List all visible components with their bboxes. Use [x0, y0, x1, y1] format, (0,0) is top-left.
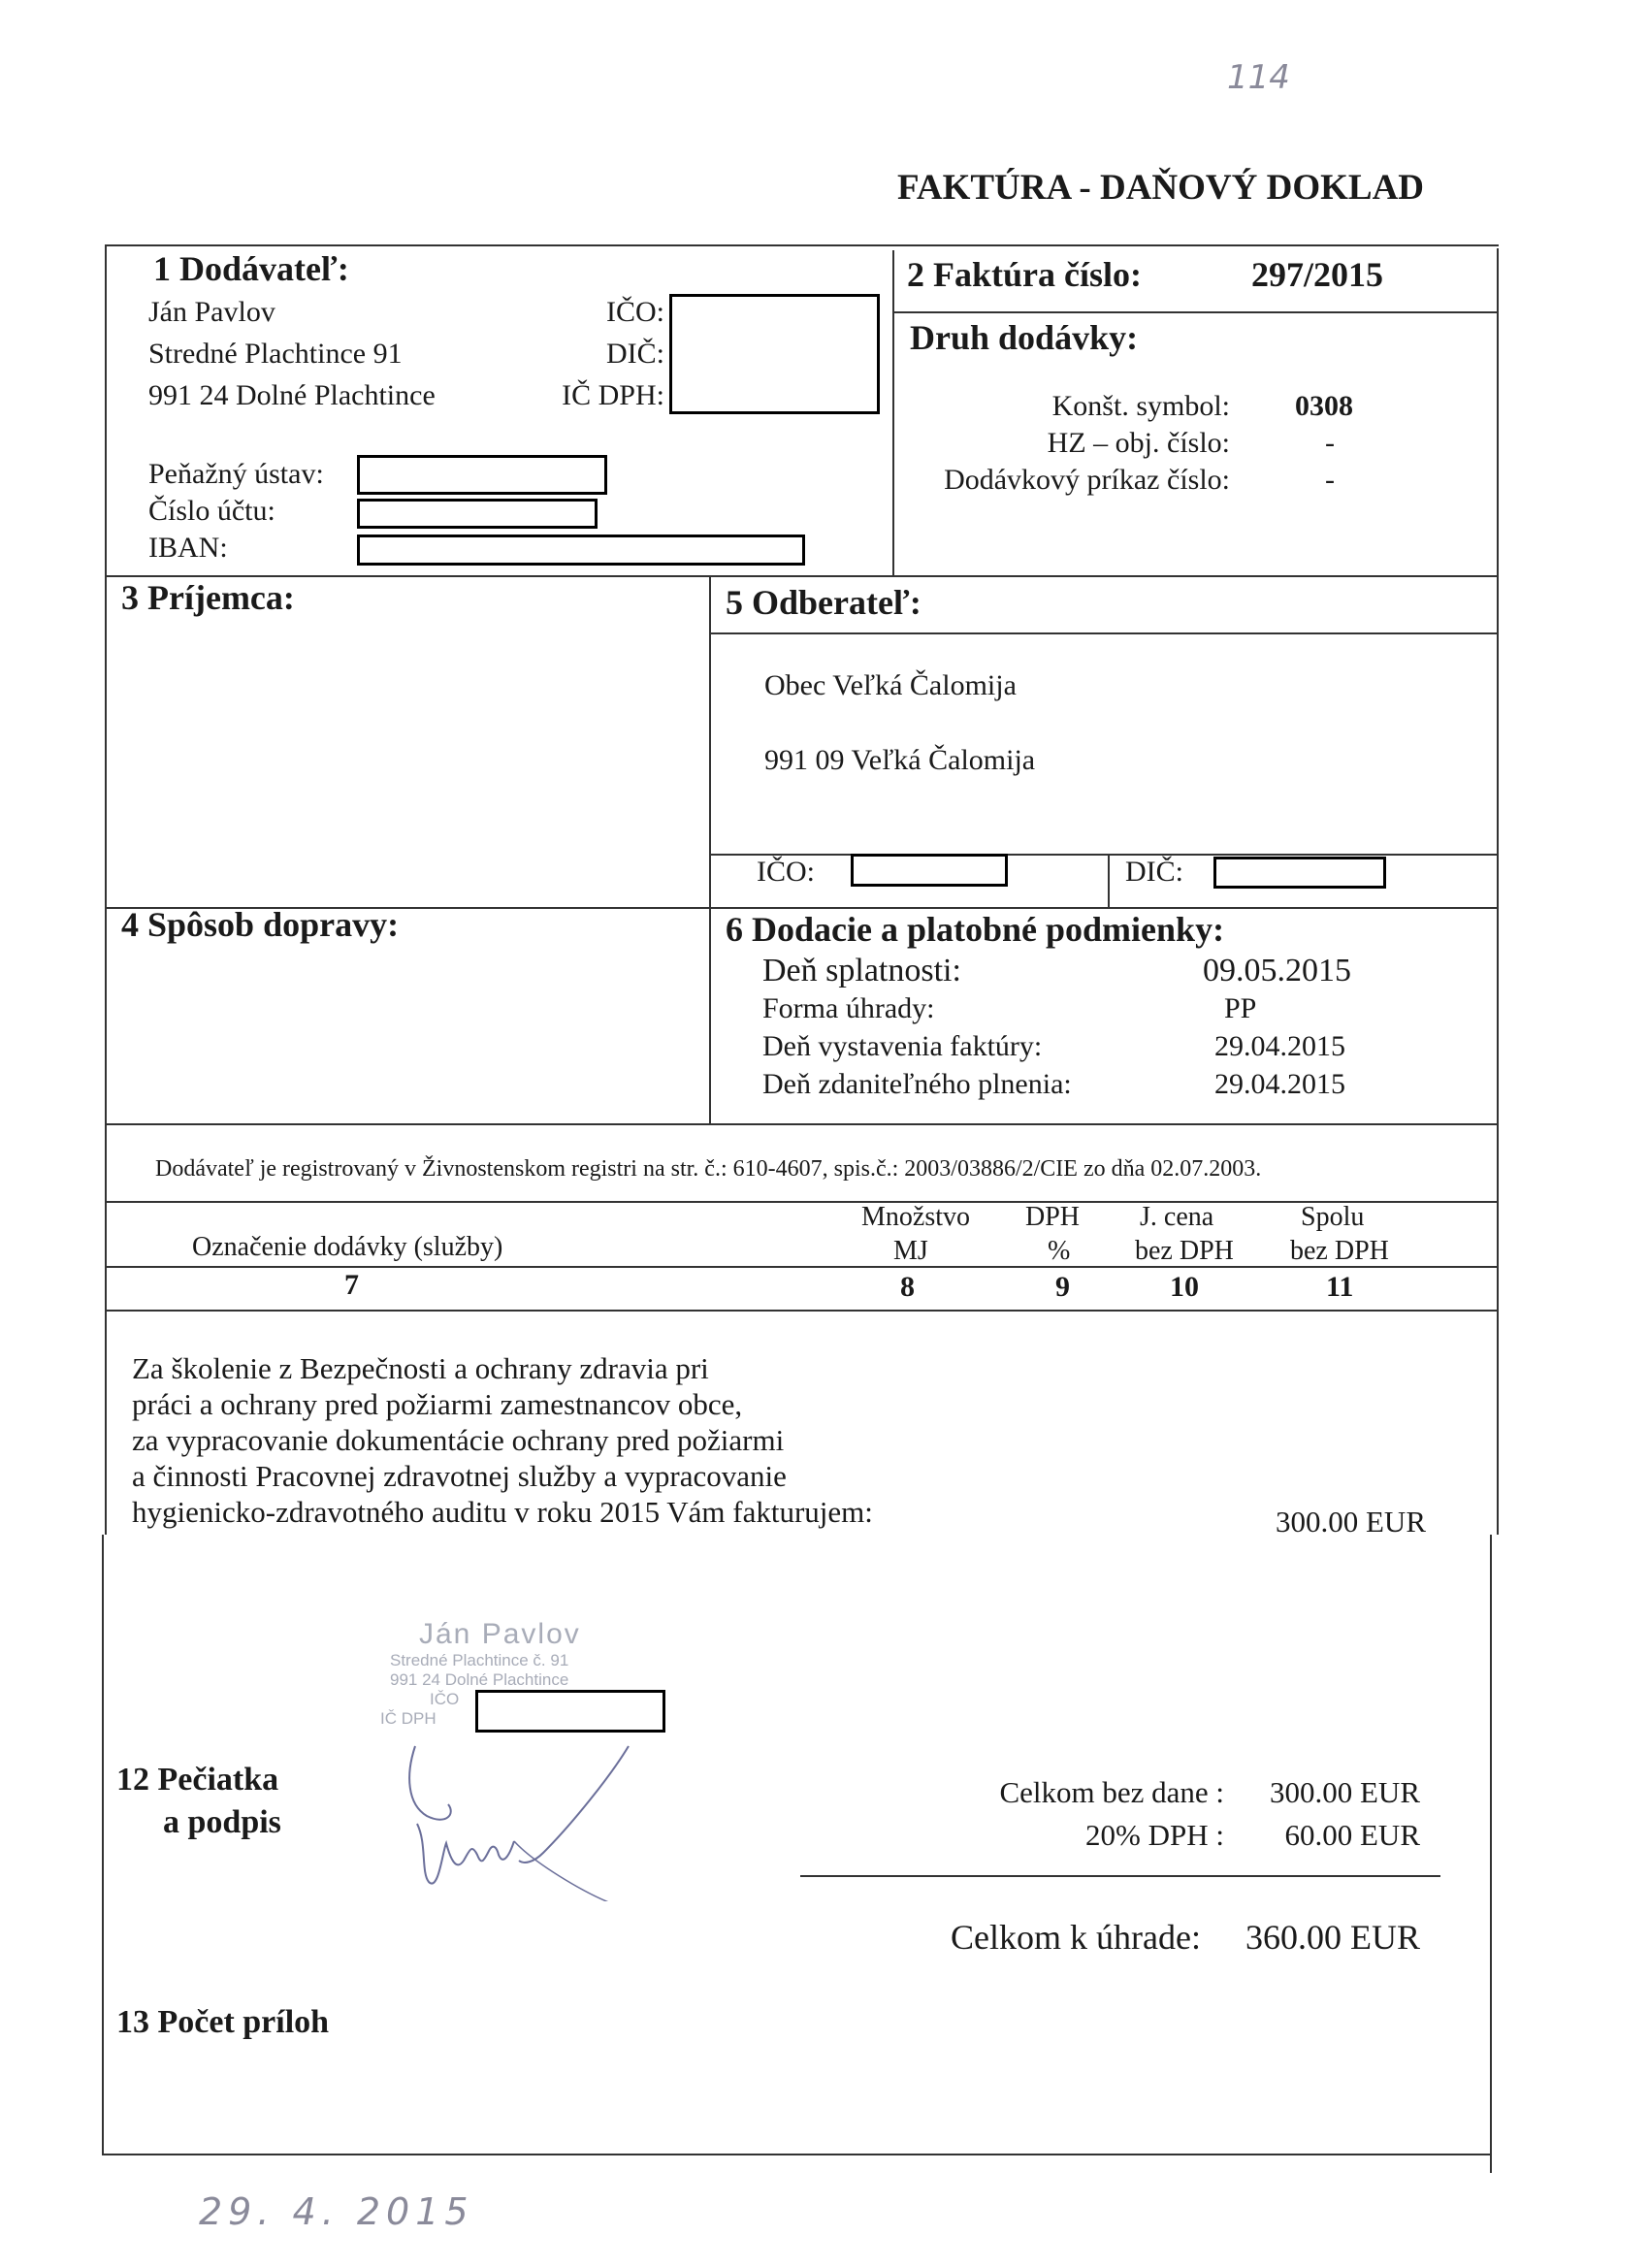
col-unit-price-header-2: bez DPH — [1135, 1236, 1234, 1266]
recipient-heading: 3 Príjemca: — [121, 578, 295, 617]
col-vat-header-2: % — [1048, 1236, 1071, 1266]
item-line-4: a činnosti Pracovnej zdravotnej služby a vypracovanie — [132, 1459, 787, 1493]
col-number-8: 8 — [900, 1271, 915, 1303]
document-title: FAKTÚRA - DAŇOVÝ DOKLAD — [897, 168, 1425, 208]
grand-total-value: 360.00 EUR — [1245, 1918, 1420, 1957]
supplier-city: 991 24 Dolné Plachtince — [148, 379, 436, 411]
grand-total-label: Celkom k úhrade: — [951, 1918, 1201, 1957]
col-number-10: 10 — [1170, 1271, 1199, 1303]
supplier-street: Stredné Plachtince 91 — [148, 338, 403, 370]
const-symbol-value: 0308 — [1295, 390, 1353, 422]
issue-date-value: 29.04.2015 — [1214, 1030, 1345, 1062]
const-symbol-label: Konšt. symbol: — [1051, 390, 1230, 422]
net-total-label: Celkom bez dane : — [999, 1775, 1224, 1809]
item-line-1: Za školenie z Bezpečnosti a ochrany zdravia pri — [132, 1351, 709, 1385]
taxable-date-label: Deň zdaniteľného plnenia: — [762, 1068, 1072, 1100]
col-qty-header-1: Množstvo — [861, 1202, 970, 1232]
item-line-3: za vypracovanie dokumentácie ochrany pred požiarmi — [132, 1423, 785, 1457]
supplier-icdph-label: IČ DPH: — [562, 379, 664, 411]
redacted-account — [357, 499, 598, 529]
bank-label: Peňažný ústav: — [148, 458, 324, 490]
invoice-number: 297/2015 — [1251, 255, 1384, 294]
handwritten-date: 29. 4. 2015 — [199, 2190, 474, 2233]
registration-note: Dodávateľ je registrovaný v Živnostenskom registri na str. č.: 610-4607, spis.č.: 2003/03886/2/CIE zo dňa 02.07.2003. — [155, 1156, 1262, 1182]
handwritten-signature — [388, 1736, 640, 1901]
due-date-label: Deň splatnosti: — [762, 953, 961, 988]
col-total-header-1: Spolu — [1301, 1202, 1365, 1232]
terms-heading: 6 Dodacie a platobné podmienky: — [726, 910, 1225, 949]
iban-label: IBAN: — [148, 532, 228, 564]
due-date-value: 09.05.2015 — [1203, 953, 1351, 988]
col-item-header: Označenie dodávky (služby) — [192, 1232, 503, 1262]
item-line-5: hygienicko-zdravotného auditu v roku 2015 Vám fakturujem: — [132, 1495, 873, 1529]
handwritten-page-number: 114 — [1227, 58, 1290, 97]
col-total-header-2: bez DPH — [1290, 1236, 1389, 1266]
customer-dic-label: DIČ: — [1125, 856, 1183, 888]
redacted-stamp-ids — [475, 1690, 665, 1733]
customer-name: Obec Veľká Čalomija — [764, 669, 1017, 701]
payment-method-value: PP — [1224, 992, 1257, 1024]
signature-label-2: a podpis — [163, 1804, 281, 1840]
col-unit-price-header-1: J. cena — [1140, 1202, 1214, 1232]
redacted-customer-dic — [1213, 857, 1386, 889]
account-label: Číslo účtu: — [148, 495, 275, 527]
stamp-line-3: IČO — [430, 1690, 460, 1708]
col-number-7: 7 — [344, 1269, 359, 1301]
signature-label-1: 12 Pečiatka — [116, 1762, 279, 1798]
attachments-label: 13 Počet príloh — [116, 2004, 330, 2040]
redacted-customer-ico — [851, 854, 1008, 887]
item-amount: 300.00 EUR — [1276, 1505, 1426, 1539]
supplier-heading: 1 Dodávateľ: — [153, 249, 349, 288]
vat-total-value: 60.00 EUR — [1284, 1818, 1420, 1852]
issue-date-label: Deň vystavenia faktúry: — [762, 1030, 1043, 1062]
customer-address: 991 09 Veľká Čalomija — [764, 744, 1036, 776]
supplier-name: Ján Pavlov — [148, 296, 275, 328]
transport-heading: 4 Spôsob dopravy: — [121, 905, 400, 944]
invoice-number-label: 2 Faktúra číslo: — [907, 255, 1142, 294]
order-label: Dodávkový príkaz číslo: — [944, 464, 1230, 496]
supplier-dic-label: DIČ: — [606, 338, 664, 370]
col-qty-header-2: MJ — [893, 1236, 928, 1266]
vat-total-label: 20% DPH : — [1085, 1818, 1224, 1852]
item-line-2: práci a ochrany pred požiarmi zamestnancov obce, — [132, 1387, 743, 1421]
hz-label: HZ – obj. číslo: — [1047, 427, 1230, 459]
order-value: - — [1325, 464, 1335, 496]
stamp-line-1: Stredné Plachtince č. 91 — [390, 1651, 569, 1669]
stamp-line-2: 991 24 Dolné Plachtince — [390, 1670, 569, 1689]
net-total-value: 300.00 EUR — [1270, 1775, 1420, 1809]
redacted-supplier-ids — [669, 294, 880, 414]
hz-value: - — [1325, 427, 1335, 459]
redacted-iban — [357, 535, 805, 566]
supplier-ico-label: IČO: — [606, 296, 664, 328]
delivery-type-label: Druh dodávky: — [910, 318, 1139, 357]
payment-method-label: Forma úhrady: — [762, 992, 935, 1024]
col-number-11: 11 — [1326, 1271, 1354, 1303]
col-number-9: 9 — [1055, 1271, 1070, 1303]
redacted-bank — [357, 455, 607, 495]
customer-ico-label: IČO: — [757, 856, 815, 888]
col-vat-header-1: DPH — [1025, 1202, 1081, 1232]
stamp-line-4: IČ DPH — [380, 1709, 436, 1728]
stamp-name: Ján Pavlov — [419, 1618, 581, 1650]
customer-heading: 5 Odberateľ: — [726, 583, 922, 622]
taxable-date-value: 29.04.2015 — [1214, 1068, 1345, 1100]
